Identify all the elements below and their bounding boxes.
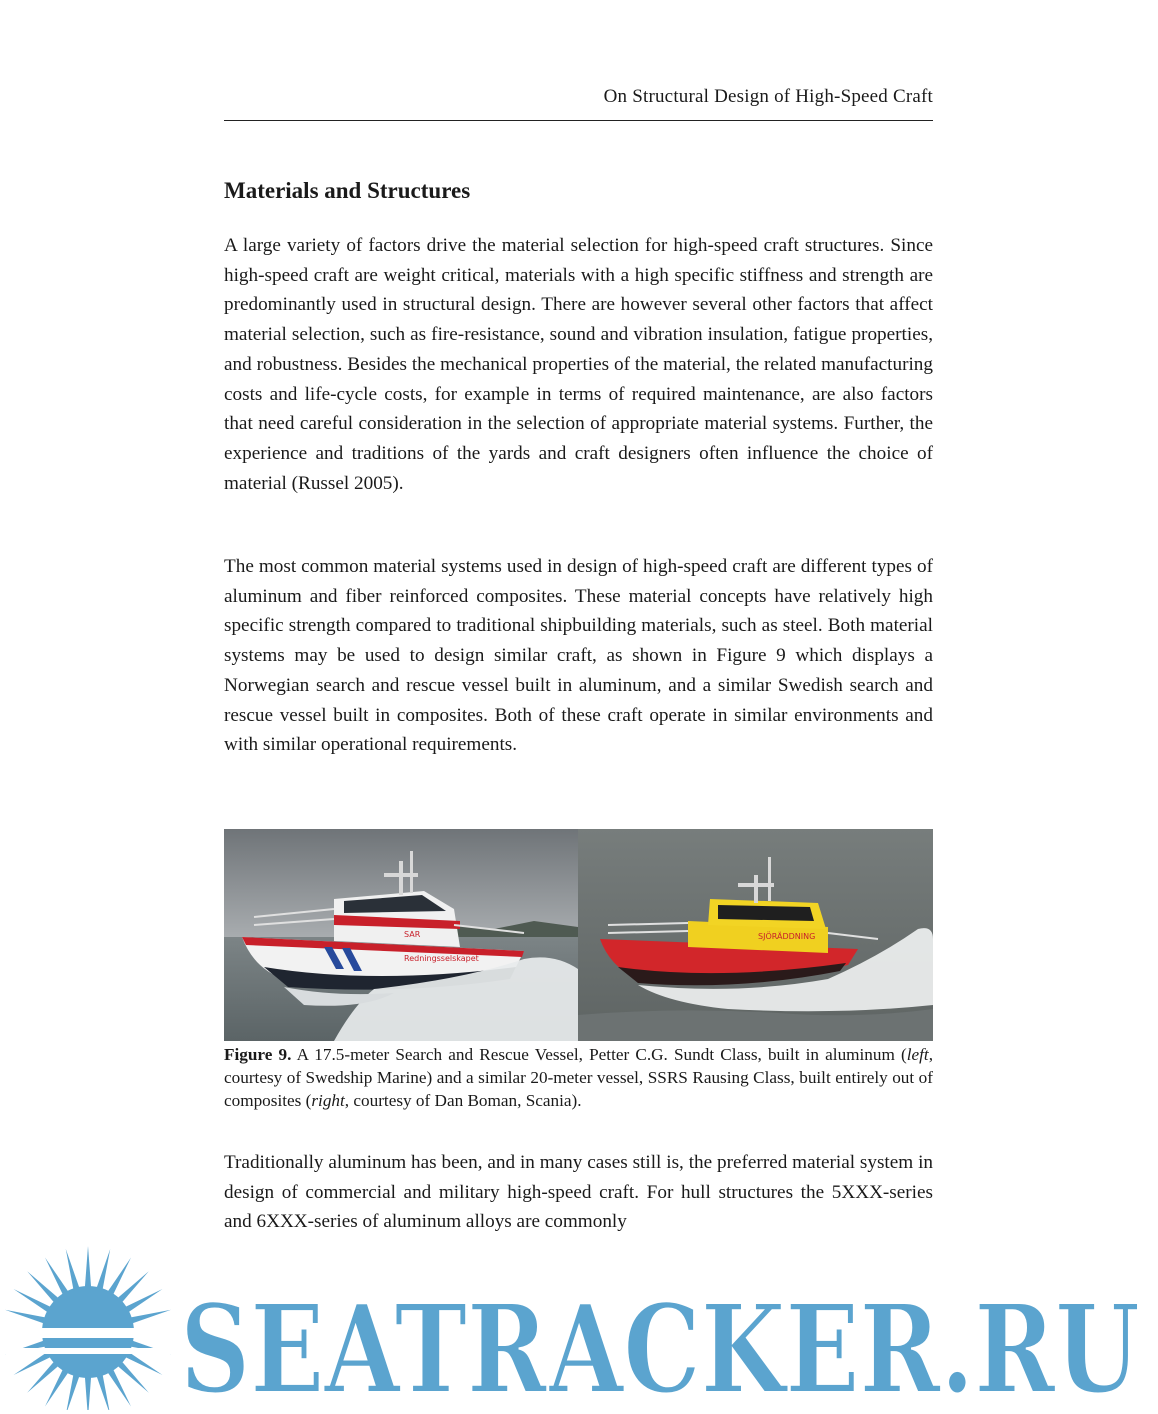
page-number: 11 bbox=[910, 1312, 928, 1332]
figure-caption bbox=[224, 1043, 933, 1112]
photo-aluminum-sar-vessel bbox=[224, 829, 578, 1041]
figure-label: Figure 9. bbox=[224, 1045, 292, 1064]
caption-left-word: left bbox=[906, 1045, 929, 1064]
sun-ray bbox=[5, 1310, 46, 1324]
sun-ray bbox=[66, 1374, 80, 1410]
hull-marking-right: SJÖRÄDDNING bbox=[758, 932, 816, 941]
header-rule bbox=[224, 120, 933, 121]
section-heading: Materials and Structures bbox=[224, 178, 471, 203]
paragraph-2: The most common material systems used in design of high-speed craft are different types of aluminum and fiber reinforced composites. These material concepts have relatively high specific strength compared to traditional shipbuilding materials, such as steel. Both material systems may be used to design similar craft, as shown in Figure 9 which displays a Norwegian search and rescue vessel built in aluminum, and a similar Swedish search and rescue vessel built in composites. Both of these craft operate in similar environments and with similar operational requirements. bbox=[224, 556, 933, 756]
sun-logo-icon bbox=[0, 1246, 176, 1410]
sun-ray bbox=[85, 1376, 91, 1410]
watermark-text: SEATRACKER.RU bbox=[180, 1277, 1140, 1410]
photo-composite-sar-vessel bbox=[578, 829, 933, 1041]
caption-text-3: , courtesy of Dan Boman, Scania). bbox=[344, 1091, 582, 1110]
sun-ray bbox=[96, 1249, 110, 1290]
sun-ray bbox=[66, 1249, 80, 1290]
seatracker-watermark bbox=[0, 1240, 1158, 1410]
hull-marking-left: Redningsselskapet bbox=[404, 954, 479, 963]
sun-ray bbox=[85, 1246, 91, 1288]
sun-ray bbox=[130, 1310, 171, 1324]
paragraph-3: Traditionally aluminum has been, and in many cases still is, the preferred material system in design of commercial and military high-speed craft. For hull structures the 5XXX-series and 6XXX-series of aluminum alloys are commonly bbox=[224, 1152, 933, 1233]
paragraph-1: A large variety of factors drive the material selection for high-speed craft structures. Since high-speed craft are weight critical, materials with a high specific stiffness and strength are predominantly used in structural design. There are however several other factors that affect material selection, such as fire-resistance, sound and vibration insulation, fatigue properties, and robustness. Besides the mechanical properties of the material, the related manufacturing costs and life-cycle costs, for example in terms of required maintenance, are also factors that need careful consideration in the selection of appropriate material systems. Further, the experience and traditions of the yards and craft designers often influence the choice of material (Russel 2005). bbox=[224, 235, 933, 494]
bridge-marking-left: SAR bbox=[404, 930, 421, 939]
sun-ray bbox=[96, 1374, 110, 1410]
caption-right-word: right bbox=[311, 1091, 345, 1110]
caption-text-1: A 17.5-meter Search and Rescue Vessel, Petter C.G. Sundt Class, built in aluminum ( bbox=[291, 1045, 907, 1064]
caption-text-2: , courtesy of Swedship Marine) and a similar 20-meter vessel, SSRS Rausing Class, built entirely out of composites ( bbox=[224, 1045, 934, 1110]
running-header: On Structural Design of High-Speed Craft bbox=[603, 86, 933, 107]
